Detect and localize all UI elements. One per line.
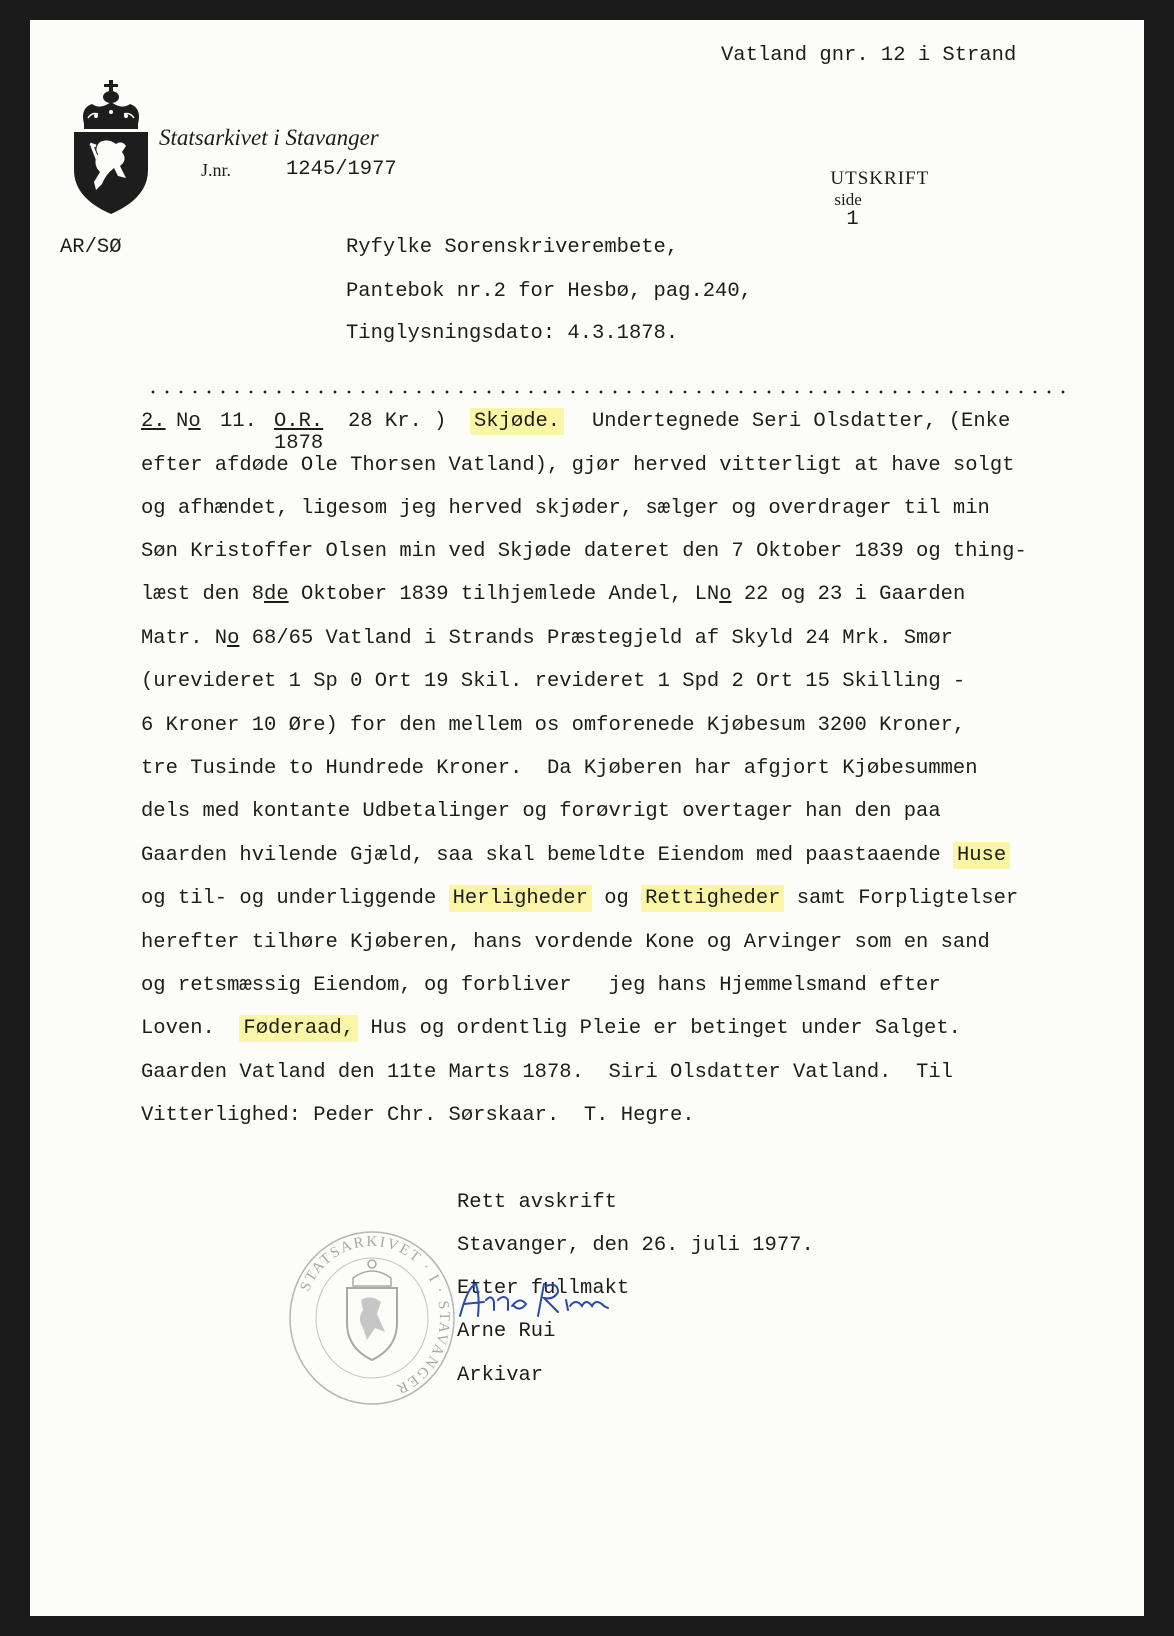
signer-name: Arne Rui <box>457 1320 556 1343</box>
entry-line-2: efter afdøde Ole Thorsen Vatland), gjør herved vitterligt at have solgt <box>141 454 1015 477</box>
entry-line-16: Gaarden Vatland den 11te Marts 1878. Siri Olsdatter Vatland. Til <box>141 1061 953 1084</box>
author-initials: AR/SØ <box>60 236 122 259</box>
page-number: 1 <box>846 208 859 231</box>
dotted-separator <box>146 390 1066 394</box>
entry-line-9: tre Tusinde to Hundrede Kroner. Da Kjøberen har afgjort Kjøbesummen <box>141 757 978 780</box>
entry-number: 2. <box>141 410 166 433</box>
registration-date: Tinglysningsdato: 4.3.1878. <box>346 322 679 345</box>
source-office: Ryfylke Sorenskriverembete, <box>346 236 679 259</box>
entry-line-11: Gaarden hvilende Gjæld, saa skal bemeldte Eiendom med paastaaende Huse <box>141 846 1081 867</box>
source-book: Pantebok nr.2 for Hesbø, pag.240, <box>346 280 752 303</box>
entry-no: No <box>176 410 201 433</box>
page-label <box>792 150 929 249</box>
entry-line-6: Matr. No 68/65 Vatland i Strands Præstegjeld af Skyld 24 Mrk. Smør <box>141 627 953 650</box>
entry-line-8: 6 Kroner 10 Øre) for den mellem os omforenede Kjøbesum 3200 Kroner, <box>141 714 966 737</box>
entry-title: Skjøde. <box>470 412 564 433</box>
or-label: O.R. <box>274 410 324 433</box>
archive-seal-stamp-icon <box>287 1228 457 1408</box>
institution-name: Statsarkivet i Stavanger <box>159 125 379 150</box>
utskrift-label: UTSKRIFT <box>830 168 930 189</box>
handwritten-signature <box>454 1276 634 1326</box>
entry-fee: 28 Kr. ) <box>348 410 447 433</box>
norwegian-lion-shield-icon <box>70 80 152 214</box>
property-reference: Vatland gnr. 12 i Strand <box>721 44 1017 67</box>
journal-label: J.nr. <box>201 160 232 180</box>
certification-line-1: Rett avskrift <box>457 1191 617 1214</box>
entry-line-12: og til- og underliggende Herligheder og Rettigheder samt Forpligtelser <box>141 887 1019 910</box>
entry-line-1: Undertegnede Seri Olsdatter, (Enke <box>592 410 1011 433</box>
certification-date: Stavanger, den 26. juli 1977. <box>457 1234 814 1257</box>
side-label: side <box>834 190 862 209</box>
entry-line-10: dels med kontante Udbetalinger og forøvrigt overtager han den paa <box>141 800 941 823</box>
stamp-text: STATSARKIVET · I · STAVANGER <box>297 1233 453 1398</box>
entry-line-14: og retsmæssig Eiendom, og forbliver jeg hans Hjemmelsmand efter <box>141 974 941 997</box>
entry-line-3: og afhændet, ligesom jeg herved skjøder, sælger og overdrager til min <box>141 497 990 520</box>
entry-no-value: 11. <box>220 410 257 433</box>
signer-title: Arkivar <box>457 1364 544 1387</box>
entry-line-13: herefter tilhøre Kjøberen, hans vordende Kone og Arvinger som en sand <box>141 931 990 954</box>
entry-line-17: Vitterlighed: Peder Chr. Sørskaar. T. Hegre. <box>141 1104 695 1127</box>
entry-line-5: læst den 8de Oktober 1839 tilhjemlede Andel, LNo 22 og 23 i Gaarden <box>141 583 966 606</box>
or-year: 1878 <box>274 432 324 455</box>
entry-line-15: Loven. Føderaad, Hus og ordentlig Pleie er betinget under Salget. <box>141 1017 961 1040</box>
entry-line-7: (urevideret 1 Sp 0 Ort 19 Skil. revideret 1 Spd 2 Ort 15 Skilling - <box>141 670 966 693</box>
entry-line-4: Søn Kristoffer Olsen min ved Skjøde dateret den 7 Oktober 1839 og thing- <box>141 540 1027 563</box>
document-page <box>30 20 1144 1616</box>
certification-authority: Etter fullmakt <box>457 1277 630 1300</box>
journal-number: 1245/1977 <box>286 158 397 181</box>
